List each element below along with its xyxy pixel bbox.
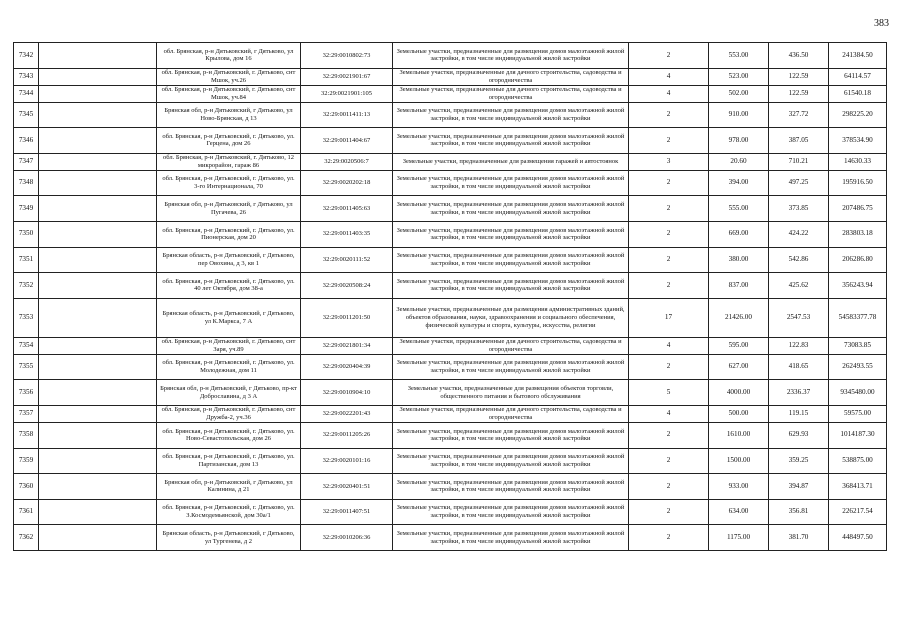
table-row — [14, 273, 887, 299]
cadastral-value-cell: 206286.80 — [829, 247, 887, 273]
address-cell: обл. Брянская, р-н Дятьковский, г. Дятьково, ул. Пионерская, дом 20 — [157, 221, 301, 247]
address-cell: обл. Брянская, р-н Дятьковский, г. Дятьково, 12 микрорайон, гараж 86 — [157, 153, 301, 170]
specific-value-cell: 356.81 — [769, 499, 829, 525]
land-use-cell: Земельные участки, предназначенные для дачного строительства, садоводства и огородничества — [393, 337, 629, 354]
table-row — [14, 170, 887, 196]
table-row — [14, 298, 887, 337]
land-use-cell: Земельные участки, предназначенные для размещения гаражей и автостоянок — [393, 153, 629, 170]
empty-cell — [39, 380, 157, 406]
address-cell: обл. Брянская, р-н Дятьковский, г. Дятьково, ул. Молодежная, дом 11 — [157, 354, 301, 380]
address-cell: Брянская обл, р-н Дятьковский, г Дятьково, ул Пугачева, 26 — [157, 196, 301, 222]
cadastral-value-cell: 1014187.30 — [829, 422, 887, 448]
specific-value-cell: 122.59 — [769, 68, 829, 85]
row-number: 7354 — [14, 337, 39, 354]
land-use-cell: Земельные участки, предназначенные для размещения домов малоэтажной жилой застройки, в том числе индивидуальной жилой застройки — [393, 525, 629, 551]
cadastral-value-cell: 73083.85 — [829, 337, 887, 354]
empty-cell — [39, 85, 157, 102]
cadastral-value-cell: 14630.33 — [829, 153, 887, 170]
area-cell: 978.00 — [709, 128, 769, 154]
table-row — [14, 85, 887, 102]
row-number: 7347 — [14, 153, 39, 170]
specific-value-cell: 381.70 — [769, 525, 829, 551]
table-row — [14, 499, 887, 525]
land-use-cell: Земельные участки, предназначенные для размещения домов малоэтажной жилой застройки, в том числе индивидуальной жилой застройки — [393, 43, 629, 69]
empty-cell — [39, 128, 157, 154]
cadastral-number-cell: 32:29:0020202:18 — [301, 170, 393, 196]
empty-cell — [39, 273, 157, 299]
group-code-cell: 2 — [629, 448, 709, 474]
cadastral-number-cell: 32:29:0011201:50 — [301, 298, 393, 337]
specific-value-cell: 2547.53 — [769, 298, 829, 337]
land-use-cell: Земельные участки, предназначенные для размещения объектов торговли, общественного питания и бытового обслуживания — [393, 380, 629, 406]
area-cell: 394.00 — [709, 170, 769, 196]
address-cell: Брянская область, р-н Дятьковский, г Дятьково, ул К.Маркса, 7 А — [157, 298, 301, 337]
area-cell: 1610.00 — [709, 422, 769, 448]
row-number: 7351 — [14, 247, 39, 273]
address-cell: обл. Брянская, р-н Дятьковский, г. Дятьково, снт Заря, уч.89 — [157, 337, 301, 354]
area-cell: 1175.00 — [709, 525, 769, 551]
area-cell: 627.00 — [709, 354, 769, 380]
specific-value-cell: 2336.37 — [769, 380, 829, 406]
empty-cell — [39, 102, 157, 128]
row-number: 7343 — [14, 68, 39, 85]
area-cell: 933.00 — [709, 474, 769, 500]
address-cell: обл. Брянская, р-н Дятьковский, г. Дятьково, ул. Герцена, дом 26 — [157, 128, 301, 154]
row-number: 7353 — [14, 298, 39, 337]
row-number: 7345 — [14, 102, 39, 128]
area-cell: 1500.00 — [709, 448, 769, 474]
row-number: 7358 — [14, 422, 39, 448]
area-cell: 595.00 — [709, 337, 769, 354]
group-code-cell: 2 — [629, 170, 709, 196]
empty-cell — [39, 170, 157, 196]
specific-value-cell: 497.25 — [769, 170, 829, 196]
land-use-cell: Земельные участки, предназначенные для дачного строительства, садоводства и огородничества — [393, 68, 629, 85]
cadastral-value-cell: 448497.50 — [829, 525, 887, 551]
cadastral-value-cell: 61540.18 — [829, 85, 887, 102]
land-use-cell: Земельные участки, предназначенные для размещения домов малоэтажной жилой застройки, в том числе индивидуальной жилой застройки — [393, 273, 629, 299]
table-row — [14, 380, 887, 406]
cadastral-value-cell: 207486.75 — [829, 196, 887, 222]
empty-cell — [39, 525, 157, 551]
empty-cell — [39, 354, 157, 380]
area-cell: 20.60 — [709, 153, 769, 170]
land-use-cell: Земельные участки, предназначенные для размещения домов малоэтажной жилой застройки, в том числе индивидуальной жилой застройки — [393, 102, 629, 128]
area-cell: 4000.00 — [709, 380, 769, 406]
group-code-cell: 2 — [629, 102, 709, 128]
page-number: 383 — [874, 18, 889, 29]
area-cell: 502.00 — [709, 85, 769, 102]
land-use-cell: Земельные участки, предназначенные для дачного строительства, садоводства и огородничества — [393, 405, 629, 422]
specific-value-cell: 373.85 — [769, 196, 829, 222]
land-use-cell: Земельные участки, предназначенные для размещения домов малоэтажной жилой застройки, в том числе индивидуальной жилой застройки — [393, 128, 629, 154]
land-use-cell: Земельные участки, предназначенные для размещения домов малоэтажной жилой застройки, в том числе индивидуальной жилой застройки — [393, 247, 629, 273]
specific-value-cell: 327.72 — [769, 102, 829, 128]
land-use-cell: Земельные участки, предназначенные для размещения домов малоэтажной жилой застройки, в том числе индивидуальной жилой застройки — [393, 499, 629, 525]
cadastral-number-cell: 32:29:0010904:10 — [301, 380, 393, 406]
row-number: 7342 — [14, 43, 39, 69]
empty-cell — [39, 474, 157, 500]
area-cell: 669.00 — [709, 221, 769, 247]
cadastral-value-cell: 378534.90 — [829, 128, 887, 154]
cadastral-number-cell: 32:29:0010206:36 — [301, 525, 393, 551]
empty-cell — [39, 405, 157, 422]
empty-cell — [39, 422, 157, 448]
table-row — [14, 221, 887, 247]
specific-value-cell: 418.65 — [769, 354, 829, 380]
table-row — [14, 354, 887, 380]
table-row — [14, 43, 887, 69]
specific-value-cell: 424.22 — [769, 221, 829, 247]
table-row — [14, 128, 887, 154]
address-cell: Брянская область, р-н Дятьковский, г Дятьково, пер Овохина, д 3, кв 1 — [157, 247, 301, 273]
group-code-cell: 4 — [629, 68, 709, 85]
land-use-cell: Земельные участки, предназначенные для размещения домов малоэтажной жилой застройки, в том числе индивидуальной жилой застройки — [393, 221, 629, 247]
group-code-cell: 17 — [629, 298, 709, 337]
cadastral-value-cell: 356243.94 — [829, 273, 887, 299]
address-cell: Брянская область, р-н Дятьковский, г Дятьково, ул Тургенева, д 2 — [157, 525, 301, 551]
row-number: 7362 — [14, 525, 39, 551]
group-code-cell: 5 — [629, 380, 709, 406]
table-body — [14, 43, 887, 551]
land-use-cell: Земельные участки, предназначенные для размещения домов малоэтажной жилой застройки, в том числе индивидуальной жилой застройки — [393, 196, 629, 222]
table-row — [14, 448, 887, 474]
area-cell: 837.00 — [709, 273, 769, 299]
address-cell: обл. Брянская, р-н Дятьковский, г. Дятьково, ул. 40 лет Октября, дом 38-а — [157, 273, 301, 299]
group-code-cell: 4 — [629, 405, 709, 422]
cadastral-number-cell: 32:29:0011405:63 — [301, 196, 393, 222]
table-row — [14, 247, 887, 273]
area-cell: 500.00 — [709, 405, 769, 422]
empty-cell — [39, 298, 157, 337]
cadastral-number-cell: 32:29:0022201:43 — [301, 405, 393, 422]
specific-value-cell: 542.86 — [769, 247, 829, 273]
area-cell: 380.00 — [709, 247, 769, 273]
address-cell: Брянская обл, р-н Дятьковский, г Дятьково, ул Калинина, д 21 — [157, 474, 301, 500]
specific-value-cell: 629.93 — [769, 422, 829, 448]
land-use-cell: Земельные участки, предназначенные для размещения домов малоэтажной жилой застройки, в том числе индивидуальной жилой застройки — [393, 354, 629, 380]
empty-cell — [39, 247, 157, 273]
group-code-cell: 4 — [629, 337, 709, 354]
table-row — [14, 337, 887, 354]
cadastral-value-cell: 64114.57 — [829, 68, 887, 85]
specific-value-cell: 122.59 — [769, 85, 829, 102]
table-row — [14, 68, 887, 85]
address-cell: обл. Брянская, р-н Дятьковский, г. Дятьково, ул. 3-го Интернационала, 70 — [157, 170, 301, 196]
address-cell: обл. Брянская, р-н Дятьковский, г Дятьково, ул Крылова, дом 16 — [157, 43, 301, 69]
group-code-cell: 2 — [629, 474, 709, 500]
table-row — [14, 196, 887, 222]
empty-cell — [39, 221, 157, 247]
empty-cell — [39, 337, 157, 354]
cadastral-value-cell: 9345480.00 — [829, 380, 887, 406]
specific-value-cell: 425.62 — [769, 273, 829, 299]
cadastral-number-cell: 32:29:0020508:24 — [301, 273, 393, 299]
land-use-cell: Земельные участки, предназначенные для размещения домов малоэтажной жилой застройки, в том числе индивидуальной жилой застройки — [393, 448, 629, 474]
group-code-cell: 2 — [629, 273, 709, 299]
row-number: 7349 — [14, 196, 39, 222]
row-number: 7346 — [14, 128, 39, 154]
area-cell: 555.00 — [709, 196, 769, 222]
table-row — [14, 405, 887, 422]
cadastral-number-cell: 32:29:0020101:16 — [301, 448, 393, 474]
cadastral-number-cell: 32:29:0011205:26 — [301, 422, 393, 448]
group-code-cell: 2 — [629, 196, 709, 222]
row-number: 7352 — [14, 273, 39, 299]
cadastral-number-cell: 32:29:0021801:34 — [301, 337, 393, 354]
land-use-cell: Земельные участки, предназначенные для размещения домов малоэтажной жилой застройки, в том числе индивидуальной жилой застройки — [393, 170, 629, 196]
empty-cell — [39, 196, 157, 222]
row-number: 7356 — [14, 380, 39, 406]
cadastral-number-cell: 32:29:0021901:67 — [301, 68, 393, 85]
cadastral-value-cell: 54583377.78 — [829, 298, 887, 337]
cadastral-number-cell: 32:29:0020506:7 — [301, 153, 393, 170]
cadastral-number-cell: 32:29:0011411:13 — [301, 102, 393, 128]
land-use-cell: Земельные участки, предназначенные для размещения домов малоэтажной жилой застройки, в том числе индивидуальной жилой застройки — [393, 422, 629, 448]
cadastral-value-cell: 59575.00 — [829, 405, 887, 422]
group-code-cell: 2 — [629, 525, 709, 551]
address-cell: Брянская обл, р-н Дятьковский, г Дятьково, пр-кт Доброславина, д 3 А — [157, 380, 301, 406]
area-cell: 21426.00 — [709, 298, 769, 337]
land-use-cell: Земельные участки, предназначенные для дачного строительства, садоводства и огородничества — [393, 85, 629, 102]
cadastral-value-cell: 538875.00 — [829, 448, 887, 474]
specific-value-cell: 119.15 — [769, 405, 829, 422]
empty-cell — [39, 499, 157, 525]
cadastral-number-cell: 32:29:0011403:35 — [301, 221, 393, 247]
group-code-cell: 2 — [629, 247, 709, 273]
specific-value-cell: 436.50 — [769, 43, 829, 69]
group-code-cell: 2 — [629, 422, 709, 448]
cadastral-number-cell: 32:29:0020401:51 — [301, 474, 393, 500]
row-number: 7348 — [14, 170, 39, 196]
row-number: 7359 — [14, 448, 39, 474]
area-cell: 553.00 — [709, 43, 769, 69]
empty-cell — [39, 43, 157, 69]
area-cell: 634.00 — [709, 499, 769, 525]
group-code-cell: 2 — [629, 221, 709, 247]
cadastral-number-cell: 32:29:0010802:73 — [301, 43, 393, 69]
row-number: 7357 — [14, 405, 39, 422]
cadastral-number-cell: 32:29:0020404:39 — [301, 354, 393, 380]
row-number: 7355 — [14, 354, 39, 380]
specific-value-cell: 394.87 — [769, 474, 829, 500]
cadastral-value-cell: 262493.55 — [829, 354, 887, 380]
address-cell: обл. Брянская, р-н Дятьковский, г. Дятьково, снт Мшок, уч.26 — [157, 68, 301, 85]
specific-value-cell: 710.21 — [769, 153, 829, 170]
cadastral-value-cell: 283803.18 — [829, 221, 887, 247]
group-code-cell: 4 — [629, 85, 709, 102]
group-code-cell: 2 — [629, 128, 709, 154]
table-row — [14, 525, 887, 551]
area-cell: 523.00 — [709, 68, 769, 85]
empty-cell — [39, 68, 157, 85]
land-use-cell: Земельные участки, предназначенные для размещения административных зданий, объектов образования, науки, здравоохранения и социального обеспечения, физической культуры и спорта, культуры, искусства, религии — [393, 298, 629, 337]
table-row — [14, 474, 887, 500]
address-cell: обл. Брянская, р-н Дятьковский, г. Дятьково, ул. Партизанская, дом 13 — [157, 448, 301, 474]
cadastral-value-cell: 195916.50 — [829, 170, 887, 196]
group-code-cell: 2 — [629, 499, 709, 525]
cadastral-number-cell: 32:29:0011404:67 — [301, 128, 393, 154]
address-cell: обл. Брянская, р-н Дятьковский, г. Дятьково, снт Дружба-2, уч.36 — [157, 405, 301, 422]
area-cell: 910.00 — [709, 102, 769, 128]
specific-value-cell: 359.25 — [769, 448, 829, 474]
table-row — [14, 153, 887, 170]
table-row — [14, 102, 887, 128]
cadastral-value-table — [13, 42, 887, 551]
table-row — [14, 422, 887, 448]
address-cell: Брянская обл, р-н Дятьковский, г Дятьково, ул Ново-Брянская, д 13 — [157, 102, 301, 128]
group-code-cell: 2 — [629, 354, 709, 380]
group-code-cell: 2 — [629, 43, 709, 69]
cadastral-number-cell: 32:29:0020111:52 — [301, 247, 393, 273]
empty-cell — [39, 448, 157, 474]
address-cell: обл. Брянская, р-н Дятьковский, г. Дятьково, ул. Ново-Севастопольская, дом 26 — [157, 422, 301, 448]
cadastral-number-cell: 32:29:0021901:105 — [301, 85, 393, 102]
land-use-cell: Земельные участки, предназначенные для размещения домов малоэтажной жилой застройки, в том числе индивидуальной жилой застройки — [393, 474, 629, 500]
cadastral-value-cell: 241384.50 — [829, 43, 887, 69]
address-cell: обл. Брянская, р-н Дятьковский, г. Дятьково, ул. З.Космодемьянской, дом 30а/1 — [157, 499, 301, 525]
row-number: 7344 — [14, 85, 39, 102]
cadastral-number-cell: 32:29:0011407:51 — [301, 499, 393, 525]
group-code-cell: 3 — [629, 153, 709, 170]
cadastral-value-cell: 226217.54 — [829, 499, 887, 525]
row-number: 7350 — [14, 221, 39, 247]
empty-cell — [39, 153, 157, 170]
specific-value-cell: 387.05 — [769, 128, 829, 154]
row-number: 7361 — [14, 499, 39, 525]
row-number: 7360 — [14, 474, 39, 500]
cadastral-value-cell: 298225.20 — [829, 102, 887, 128]
address-cell: обл. Брянская, р-н Дятьковский, г. Дятьково, снт Мшок, уч.84 — [157, 85, 301, 102]
cadastral-value-cell: 368413.71 — [829, 474, 887, 500]
specific-value-cell: 122.83 — [769, 337, 829, 354]
